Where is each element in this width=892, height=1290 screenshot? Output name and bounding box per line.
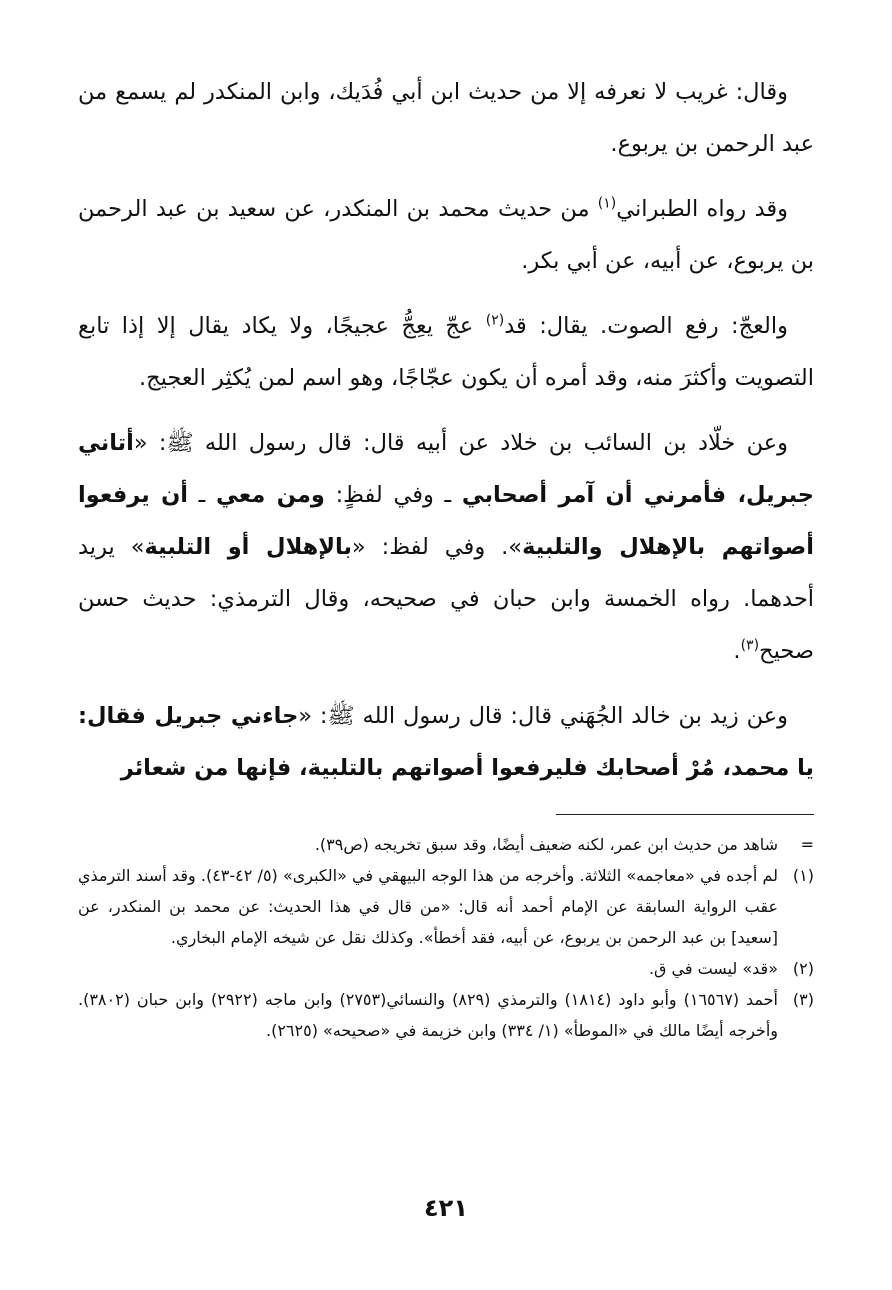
bold-quote: جاءني جبريل فقال: يا محمد، مُرْ أصحابك فليرفعوا أصواتهم بالتلبية، فإنها من شعائر xyxy=(78,703,814,781)
footnote-ref: (١) xyxy=(597,195,617,212)
paragraph-5 xyxy=(78,690,814,794)
footnote-mark: = xyxy=(800,835,814,854)
footnote-ref: (٢) xyxy=(485,312,505,329)
text-run: وقد رواه الطبراني xyxy=(616,196,788,222)
bold-quote: أن يرفعوا أصواتهم بالإهلال والتلبية xyxy=(78,482,814,560)
footnote-text: شاهد من حديث ابن عمر، لكنه ضعيف أيضًا، وقد سبق تخريجه (ص٣٩). xyxy=(314,835,778,854)
text-run: ». وفي لفظ: « xyxy=(351,534,523,560)
footnote-mark: (٣) xyxy=(792,990,814,1009)
page-number: ٤٢١ xyxy=(424,1194,468,1222)
text-run: » يريد أحدهما. رواه الخمسة وابن حبان في صحيحه، وقال الترمذي: حديث حسن صحيح xyxy=(78,534,814,664)
footnote-2 xyxy=(78,953,814,984)
footnotes xyxy=(78,829,814,1046)
text-run: وقال: غريب لا نعرفه إلا من حديث ابن أبي فُدَيك، وابن المنكدر لم يسمع من عبد الرحمن بن يربوع. xyxy=(78,79,814,157)
paragraph-2 xyxy=(78,183,814,287)
footnote-text: «قد» ليست في ق. xyxy=(648,959,778,978)
text-run: وعن خلّاد بن السائب بن خلاد عن أبيه قال: قال رسول الله ﷺ: « xyxy=(133,430,788,456)
paragraph-4 xyxy=(78,417,814,677)
footnote-continued xyxy=(78,829,814,860)
bold-quote: ومن معي xyxy=(215,482,325,508)
footnote-ref: (٣) xyxy=(740,637,760,654)
footnote-separator xyxy=(556,814,814,815)
text-run: وعن زيد بن خالد الجُهَني قال: قال رسول الله ﷺ: « xyxy=(298,703,788,729)
paragraph-3 xyxy=(78,300,814,404)
text-run: من حديث محمد بن المنكدر، عن سعيد بن عبد الرحمن بن يربوع، عن أبيه، عن أبي بكر. xyxy=(78,196,814,274)
footnote-mark: (٢) xyxy=(792,959,814,978)
main-text xyxy=(78,66,814,794)
footnote-1 xyxy=(78,860,814,953)
text-run: والعجّ: رفع الصوت. يقال: قد xyxy=(504,313,788,339)
text-run: ـ وفي لفظٍ: xyxy=(324,482,462,508)
footnote-text: أحمد (١٦٥٦٧) وأبو داود (١٨١٤) والترمذي (٨٢٩) والنسائي(٢٧٥٣) وابن ماجه (٢٩٢٢) وابن حبان (٣٨٠٢). وأخرجه أيضًا مالك في «الموطأ» (١/ ٣٣٤) وابن خزيمة في «صحيحه» (٢٦٢٥). xyxy=(78,990,779,1040)
paragraph-1 xyxy=(78,66,814,170)
text-run: . xyxy=(733,638,741,664)
footnote-mark: (١) xyxy=(792,866,814,885)
bold-quote: أتاني جبريل، فأمرني أن آمر أصحابي xyxy=(78,430,814,508)
footnote-3 xyxy=(78,984,814,1046)
footnote-text: لم أجده في «معاجمه» الثلاثة. وأخرجه من هذا الوجه البيهقي في «الكبرى» (٥/ ٤٢-٤٣). وقد أسند الترمذي عقب الرواية السابقة عن الإمام أحمد أنه قال: «من قال في هذا الحديث: عن محمد بن المنكدر، عن [سعيد] بن عبد الرحمن بن يربوع، عن أبيه، فقد أخطأ». وكذلك نقل عن شيخه الإمام البخاري. xyxy=(78,866,778,947)
text-run: ـ xyxy=(187,482,216,508)
text-run: عجّ يعِجُّ عجيجًا، ولا يكاد يقال إلا إذا تابع التصويت وأكثرَ منه، وقد أمره أن يكون عجّاجًا، وهو اسم لمن يُكثِر العجيج. xyxy=(78,313,814,391)
bold-quote: بالإهلال أو التلبية xyxy=(144,534,352,560)
